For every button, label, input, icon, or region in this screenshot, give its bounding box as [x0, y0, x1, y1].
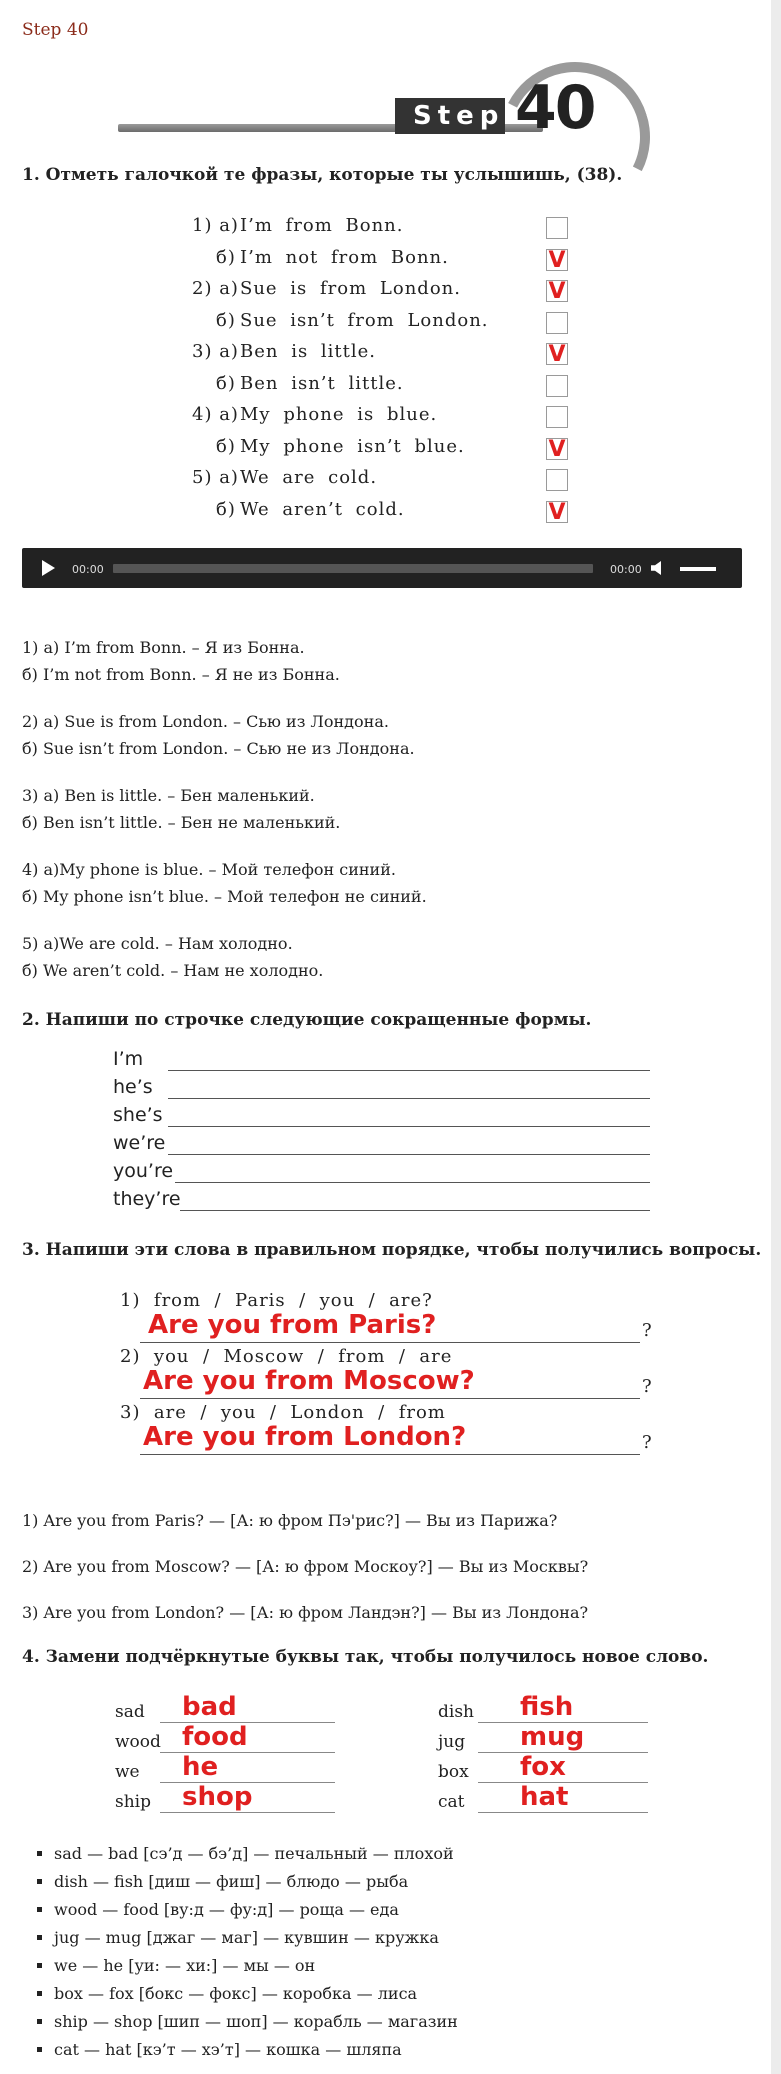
task1-line-num: б) [216, 435, 236, 457]
task4-word: wood [115, 1732, 161, 1752]
vocab-item: ▪ ship — shop [шип — шоп] — корабль — магазин [54, 2008, 458, 2036]
task4-word: we [115, 1762, 140, 1782]
task3-title: 3. Напиши эти слова в правильном порядке, чтобы получились вопросы. [22, 1240, 762, 1260]
task1-line-text: Ben isn’t little. [240, 372, 404, 394]
volume-slider[interactable] [680, 567, 716, 571]
task1-checkbox[interactable] [546, 469, 568, 491]
task4-word: sad [115, 1702, 145, 1722]
current-time: 00:00 [72, 563, 104, 576]
answer-line [478, 1812, 648, 1813]
vocab-item: ▪ cat — hat [кэ’т — хэ’т] — кошка — шляпа [54, 2036, 458, 2064]
answer-line [140, 1454, 640, 1455]
task4-answer: bad [182, 1692, 237, 1722]
task4-word: ship [115, 1792, 151, 1812]
step-number: 40 [515, 73, 595, 143]
task2-word: she’s [113, 1104, 163, 1126]
writing-line [168, 1098, 650, 1099]
task1-line-text: My phone is blue. [240, 404, 438, 425]
task1-line-num: б) [216, 309, 236, 331]
task2-word: you’re [113, 1160, 174, 1182]
page-title: Step 40 [22, 20, 89, 40]
task4-word: dish [438, 1702, 474, 1722]
task1-checkbox[interactable]: V [546, 249, 568, 271]
answer-line [160, 1812, 335, 1813]
task1-checkbox[interactable] [546, 406, 568, 428]
task1-line-text: My phone isn’t blue. [240, 435, 465, 457]
task3-explanation: 3) Are you from London? — [А: ю фром Ландэн?] — Вы из Лондона? [22, 1603, 589, 1622]
task1-line-num: б) [216, 246, 236, 268]
task1-answer-line: б) I’m not from Bonn. – Я не из Бонна. [22, 665, 340, 684]
task4-word: jug [438, 1732, 466, 1752]
answer-line [140, 1398, 640, 1399]
task4-word: box [438, 1762, 469, 1782]
task3-prompt: 1) from / Paris / you / are? [120, 1290, 433, 1311]
task4-answer: mug [520, 1722, 585, 1752]
task1-answer-line: 5) а)We are cold. – Нам холодно. [22, 934, 293, 953]
task1-line-text: We aren’t cold. [240, 498, 405, 520]
vocab-item: ▪ sad — bad [сэ’д — бэ’д] — печальный — плохой [54, 1840, 458, 1868]
task1-line-num: 5) а) [192, 467, 239, 488]
task1-title: 1. Отметь галочкой те фразы, которые ты услышишь, (38). [22, 165, 623, 185]
seek-bar[interactable] [113, 564, 593, 573]
vocab-item: ▪ jug — mug [джаг — маг] — кувшин — кружка [54, 1924, 458, 1952]
task1-line-text: Sue isn’t from London. [240, 309, 489, 331]
vocab-item: ▪ box — fox [бокс — фокс] — коробка — лиса [54, 1980, 458, 2008]
task1-line-num: 1) а) [192, 215, 239, 236]
task3-answer: Are you from London? [143, 1422, 467, 1452]
play-icon[interactable] [42, 560, 55, 576]
task4-answer: he [182, 1752, 219, 1782]
task3-prompt: 3) are / you / London / from [120, 1402, 446, 1423]
task1-answer-line: 2) а) Sue is from London. – Сью из Лондона. [22, 712, 389, 731]
task1-line-text: Sue is from London. [240, 278, 461, 299]
vocab-item: ▪ wood — food [ву:д — фу:д] — роща — еда [54, 1896, 458, 1924]
task1-answer-line: 4) а)My phone is blue. – Мой телефон синий. [22, 860, 396, 879]
vocab-item: ▪ we — he [уи: — хи:] — мы — он [54, 1952, 458, 1980]
writing-line [168, 1126, 650, 1127]
task1-checkbox[interactable] [546, 312, 568, 334]
task2-word: he’s [113, 1076, 153, 1098]
task2-word: we’re [113, 1132, 166, 1154]
task4-answer: hat [520, 1782, 569, 1812]
task1-answer-line: б) My phone isn’t blue. – Мой телефон не синий. [22, 887, 427, 906]
task4-answer: fish [520, 1692, 574, 1722]
vocab-item: ▪ dish — fish [диш — фиш] — блюдо — рыба [54, 1868, 458, 1896]
task2-title: 2. Напиши по строчке следующие сокращенные формы. [22, 1010, 592, 1030]
task1-line-num: б) [216, 498, 236, 520]
task1-line-num: 2) а) [192, 278, 239, 299]
task4-answer: fox [520, 1752, 566, 1782]
task3-answer: Are you from Moscow? [143, 1366, 475, 1396]
step-label: Step [395, 98, 505, 134]
task4-answer: food [182, 1722, 248, 1752]
writing-line [168, 1070, 650, 1071]
task1-answer-line: б) Sue isn’t from London. – Сью не из Лондона. [22, 739, 415, 758]
task1-line-num: б) [216, 372, 236, 394]
task4-word: cat [438, 1792, 465, 1812]
writing-line [168, 1154, 650, 1155]
task1-answer-line: 1) а) I’m from Bonn. – Я из Бонна. [22, 638, 305, 657]
task3-explanation: 1) Are you from Paris? — [А: ю фром Пэ'рис?] — Вы из Парижа? [22, 1511, 558, 1530]
task1-checkbox[interactable]: V [546, 343, 568, 365]
task1-checkbox[interactable] [546, 375, 568, 397]
writing-line [180, 1210, 650, 1211]
page-scroll-margin [771, 0, 781, 2074]
task3-prompt: 2) you / Moscow / from / are [120, 1346, 453, 1367]
question-mark: ? [642, 1320, 653, 1341]
task1-checkbox[interactable]: V [546, 438, 568, 460]
task1-line-num: 4) а) [192, 404, 239, 425]
task2-word: I’m [113, 1048, 144, 1070]
task1-line-num: 3) а) [192, 341, 239, 362]
task2-word: they’re [113, 1188, 181, 1210]
task4-answer: shop [182, 1782, 253, 1812]
task1-line-text: We are cold. [240, 467, 378, 488]
task1-answer-line: 3) а) Ben is little. – Бен маленький. [22, 786, 315, 805]
task1-line-text: Ben is little. [240, 341, 377, 362]
task3-answer: Are you from Paris? [148, 1310, 437, 1340]
task1-checkbox[interactable]: V [546, 280, 568, 302]
answer-line [140, 1342, 640, 1343]
task1-line-text: I’m not from Bonn. [240, 246, 449, 268]
task1-line-text: I’m from Bonn. [240, 215, 404, 236]
vocab-list [30, 1840, 458, 2064]
question-mark: ? [642, 1432, 653, 1453]
task1-checkbox[interactable] [546, 217, 568, 239]
task3-explanation: 2) Are you from Moscow? — [А: ю фром Москоу?] — Вы из Москвы? [22, 1557, 589, 1576]
writing-line [175, 1182, 650, 1183]
duration: 00:00 [610, 563, 642, 576]
task1-checkbox[interactable]: V [546, 501, 568, 523]
task4-title: 4. Замени подчёркнутые буквы так, чтобы получилось новое слово. [22, 1647, 709, 1667]
question-mark: ? [642, 1376, 653, 1397]
task1-answer-line: б) Ben isn’t little. – Бен не маленький. [22, 813, 341, 832]
task1-answer-line: б) We aren’t cold. – Нам не холодно. [22, 961, 324, 980]
